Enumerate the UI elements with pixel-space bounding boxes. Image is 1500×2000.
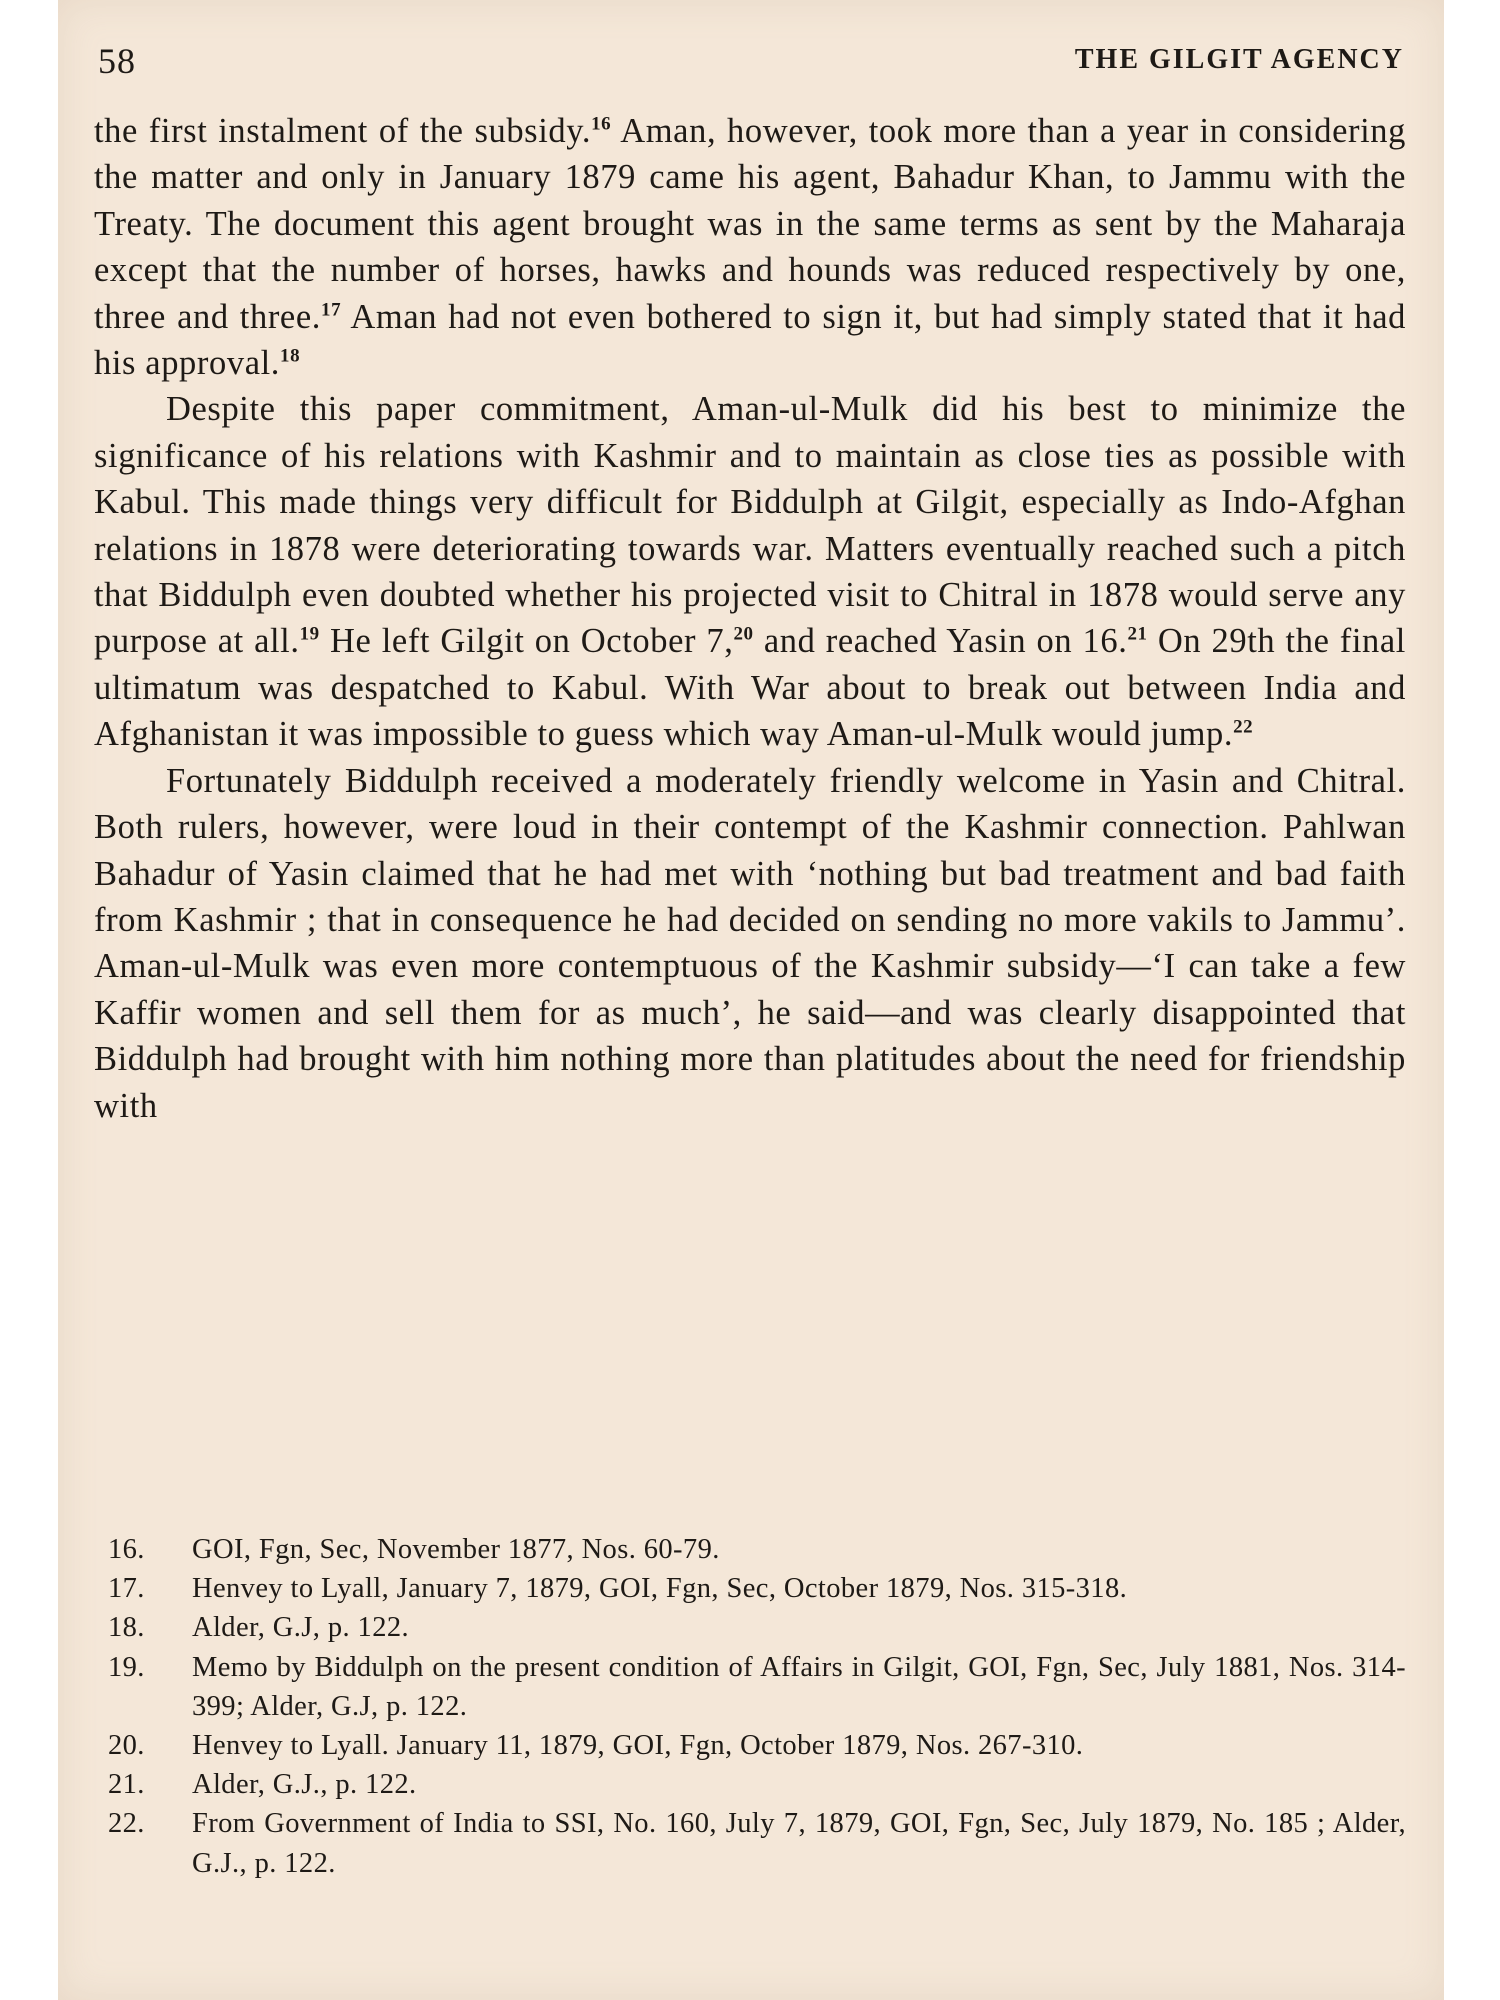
footnote-text: Henvey to Lyall, January 7, 1879, GOI, Fgn, Sec, October 1879, Nos. 315-318.: [192, 1573, 1128, 1605]
footnotes: [108, 1530, 1406, 1883]
paragraph-text: Despite this paper commitment, Aman-ul-Mulk did his best to minimize the significance of his relations with Kashmir and to maintain as close ties as possible with Kabul. This made things very difficult for Biddulph at Gilgit, especially as Indo-Afghan relations in 1878 were deteriorating towards war. Matters eventually reached such a pitch that Biddulph even doubted whether his projected visit to Chitral in 1878 would serve any purpose at all.: [94, 390, 1406, 661]
footnote-22: [108, 1804, 1406, 1882]
paragraph-3: Fortunately Biddulph received a moderately friendly welcome in Yasin and Chitral. Both rulers, however, were loud in their contempt of the Kashmir connection. Pahlwan Bahadur of Yasin claimed that he had met with ‘nothing but bad treatment and bad faith from Kashmir ; that in consequence he had decided on sending no more vakils to Jammu’. Aman-ul-Mulk was even more contemptuous of the Kashmir subsidy—‘I can take a few Kaffir women and sell them for as much’, he said—and was clearly disappointed that Biddulph had brought with him nothing more than platitudes about the need for friendship with: [94, 761, 1406, 1125]
paragraph-text: He left Gilgit on October 7,: [319, 622, 734, 661]
footnote-number: 22.: [108, 1808, 145, 1840]
footnote-text: Alder, G.J., p. 122.: [192, 1769, 417, 1801]
footnote-number: 20.: [108, 1730, 145, 1762]
footnote-number: 18.: [108, 1612, 145, 1644]
footnote-ref-22: 22: [1233, 716, 1254, 738]
footnote-text: From Government of India to SSI, No. 160, July 7, 1879, GOI, Fgn, Sec, July 1879, No. 185 ; Alder, G.J., p. 122.: [192, 1808, 1406, 1879]
body-text: [94, 108, 1406, 1129]
footnote-ref-17: 17: [320, 299, 342, 321]
footnote-text: Alder, G.J, p. 122.: [192, 1612, 410, 1644]
footnote-ref-19: 19: [299, 623, 320, 645]
footnote-19: [108, 1648, 1406, 1726]
page-number: 58: [98, 41, 136, 81]
footnote-number: 17.: [108, 1573, 145, 1605]
footnote-text: GOI, Fgn, Sec, November 1877, Nos. 60-79.: [192, 1534, 720, 1565]
footnote-ref-21: 21: [1127, 623, 1148, 645]
paragraph-text: and reached Yasin on 16.: [753, 622, 1128, 661]
footnote-number: 19.: [108, 1651, 145, 1683]
paragraph-text: Aman had not even bothered to sign it, but had simply stated that it had his approval.: [94, 297, 1407, 383]
footnote-21: [108, 1765, 1406, 1804]
paragraph-text: Aman, however, took more than a year in considering the matter and only in January 1879 came his agent, Bahadur Khan, to Jammu with the Treaty. The document this agent brought was in the same terms as sent by the Maharaja except that the number of horses, hawks and hounds was reduced respectively by one, three and three.: [94, 112, 1406, 336]
footnote-text: Memo by Biddulph on the present condition of Affairs in Gilgit, GOI, Fgn, Sec, July 1881, Nos. 314-399; Alder, G.J, p. 122.: [192, 1651, 1406, 1722]
page-header: [98, 40, 1404, 90]
footnote-ref-20: 20: [733, 623, 754, 645]
footnote-ref-18: 18: [280, 345, 301, 367]
footnote-text: Henvey to Lyall. January 11, 1879, GOI, Fgn, October 1879, Nos. 267-310.: [192, 1730, 1084, 1762]
paragraph-text: On 29th the final ultimatum was despatched to Kabul. With War about to break out between India and Afghanistan it was impossible to guess which way Aman-ul-Mulk would jump.: [94, 622, 1406, 754]
footnote-18: [108, 1608, 1406, 1647]
footnote-number: 21.: [108, 1769, 145, 1801]
footnote-number: 16.: [108, 1534, 145, 1565]
paragraph-1: [94, 108, 1406, 386]
paragraph-text: the first instalment of the subsidy.: [94, 112, 592, 150]
running-head: THE GILGIT AGENCY: [1074, 44, 1404, 75]
footnote-20: [108, 1726, 1406, 1765]
footnote-16: [108, 1530, 1406, 1569]
paragraph-2: [94, 386, 1406, 757]
book-page: [58, 0, 1444, 2000]
footnote-17: [108, 1569, 1406, 1608]
footnote-ref-16: 16: [591, 113, 612, 135]
